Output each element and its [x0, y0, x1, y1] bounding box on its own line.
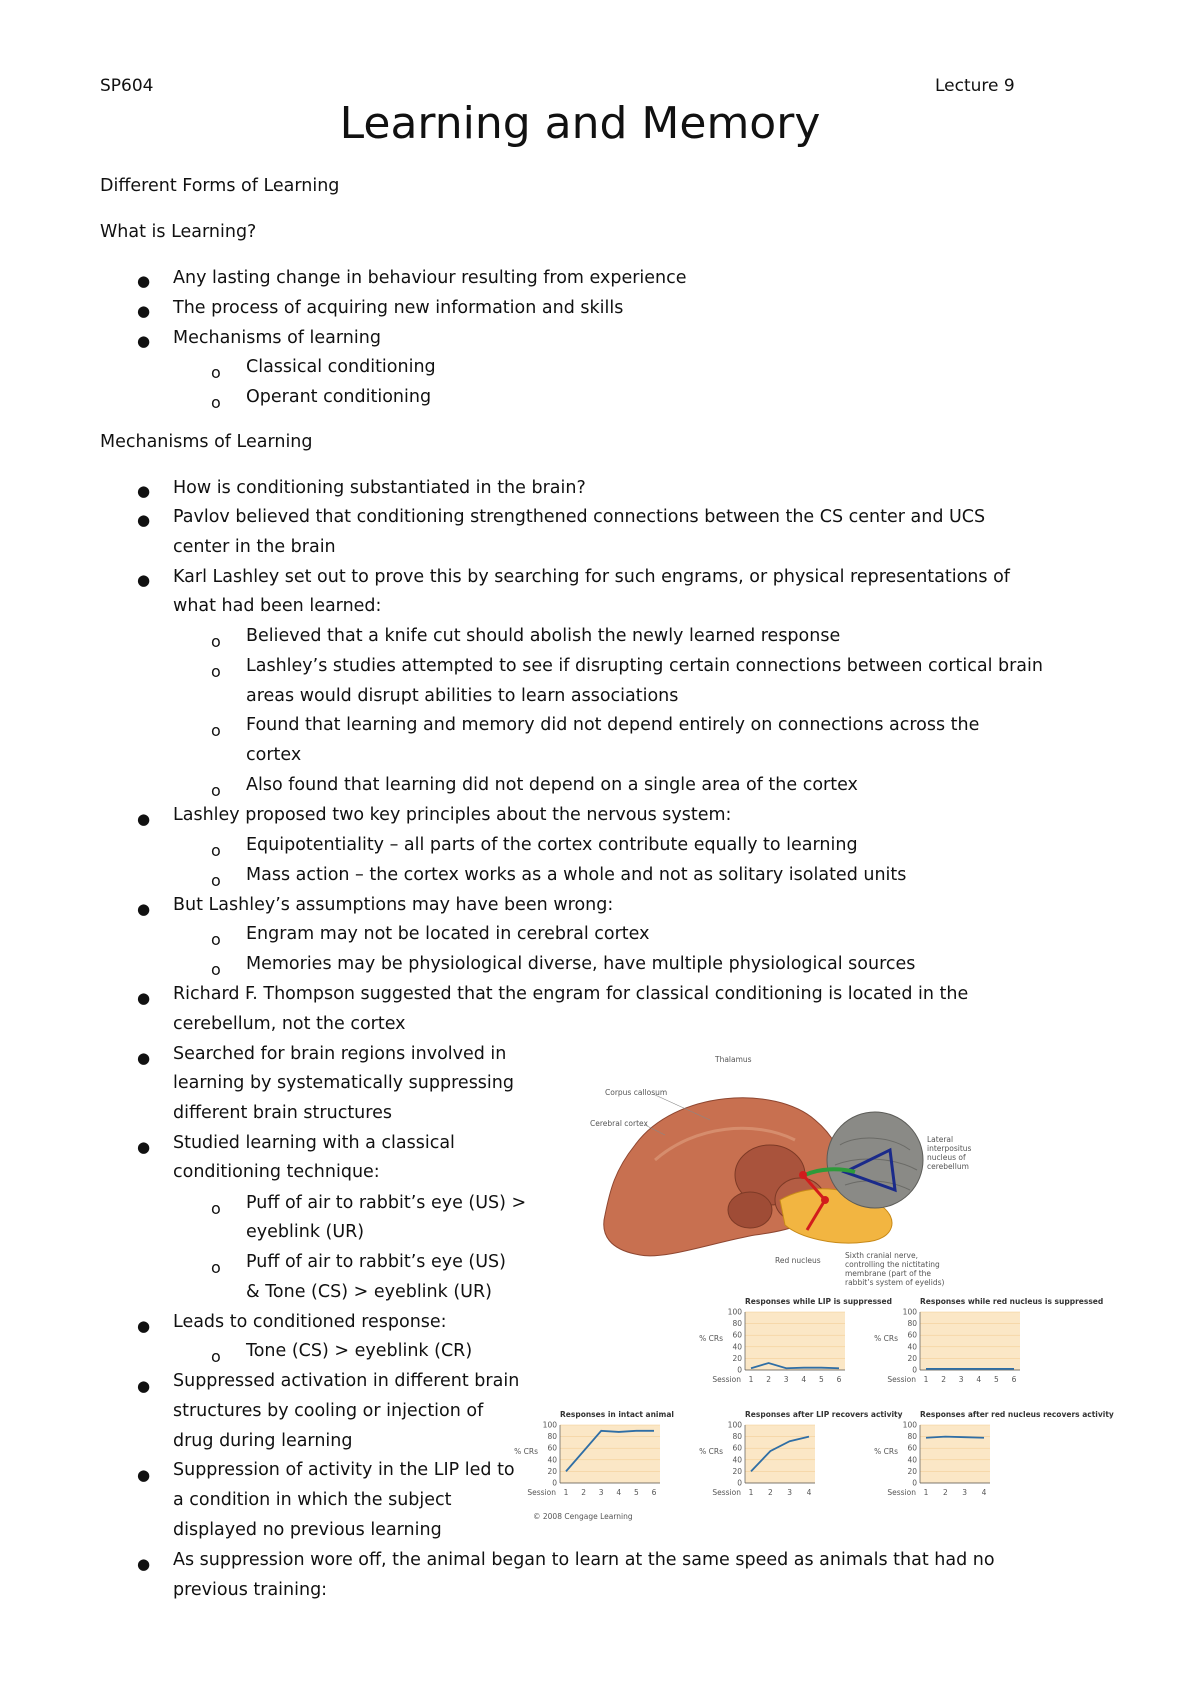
sub-bullet: o: [211, 393, 221, 412]
course-code: SP604: [100, 76, 154, 96]
x-tick-label: 1: [563, 1488, 569, 1497]
section-heading-mechanisms: Mechanisms of Learning: [100, 432, 313, 452]
chart-title: Responses while LIP is suppressed: [745, 1297, 892, 1306]
y-tick-label: 20: [547, 1466, 557, 1476]
lip-label-line4: cerebellum: [927, 1162, 969, 1171]
sub-bullet: o: [211, 930, 221, 949]
y-tick-label: 20: [907, 1466, 917, 1476]
bullet: ●: [137, 332, 151, 350]
y-tick-label: 100: [727, 1307, 742, 1317]
list-item: Puff of air to rabbit’s eye (US): [246, 1252, 506, 1272]
list-item: Mass action – the cortex works as a whole and not as solitary isolated units: [246, 865, 907, 885]
section-heading-what: What is Learning?: [100, 222, 257, 242]
list-item: But Lashley’s assumptions may have been wrong:: [173, 895, 614, 915]
y-tick-label: 0: [912, 1365, 917, 1375]
list-item: Suppressed activation in different brain: [173, 1371, 520, 1391]
y-axis-label: % CRs: [514, 1447, 538, 1456]
y-tick-label: 20: [732, 1353, 742, 1363]
bullet: ●: [137, 272, 151, 290]
list-item: drug during learning: [173, 1431, 353, 1451]
cranial-nerve-label-line4: rabbit’s system of eyelids): [845, 1278, 945, 1287]
bullet: ●: [137, 810, 151, 828]
y-tick-label: 80: [547, 1432, 557, 1442]
y-tick-label: 40: [732, 1342, 742, 1352]
x-axis-label: Session: [712, 1375, 741, 1384]
brain-figure: [514, 1050, 1145, 1521]
x-tick-label: 6: [651, 1488, 657, 1497]
bullet: ●: [137, 1049, 151, 1067]
chart-title: Responses in intact animal: [560, 1410, 674, 1419]
x-tick-label: 3: [787, 1488, 793, 1497]
rabbit-brain-illustration: [590, 1055, 972, 1287]
y-axis-label: % CRs: [874, 1334, 898, 1343]
x-tick-label: 5: [819, 1375, 824, 1384]
x-tick-label: 5: [634, 1488, 639, 1497]
red-nucleus-label: Red nucleus: [775, 1256, 821, 1265]
y-tick-label: 40: [547, 1455, 557, 1465]
y-tick-label: 100: [902, 1307, 917, 1317]
list-item: learning by systematically suppressing: [173, 1073, 514, 1093]
chart-plot-area: [745, 1312, 845, 1370]
x-tick-label: 3: [783, 1375, 789, 1384]
list-item: previous training:: [173, 1580, 328, 1600]
bullet: ●: [137, 989, 151, 1007]
list-item: eyeblink (UR): [246, 1222, 365, 1242]
corpus-callosum-label: Corpus callosum: [605, 1088, 668, 1097]
y-tick-label: 60: [547, 1443, 557, 1453]
y-tick-label: 80: [907, 1319, 917, 1329]
list-item: & Tone (CS) > eyeblink (UR): [246, 1282, 492, 1302]
chart-1: [699, 1297, 892, 1384]
bullet: ●: [137, 1377, 151, 1395]
series-line: [926, 1437, 984, 1438]
y-tick-label: 60: [907, 1330, 917, 1340]
chart-title: Responses after LIP recovers activity: [745, 1410, 903, 1419]
page-title: Learning and Memory: [339, 98, 821, 149]
x-tick-label: 3: [958, 1375, 964, 1384]
sub-bullet: o: [211, 1199, 221, 1218]
x-tick-label: 6: [1011, 1375, 1017, 1384]
sub-bullet: o: [211, 1258, 221, 1277]
list-item: Leads to conditioned response:: [173, 1312, 447, 1332]
list-item: Memories may be physiological diverse, have multiple physiological sources: [246, 954, 916, 974]
bullet: ●: [137, 511, 151, 529]
list-item: How is conditioning substantiated in the brain?: [173, 478, 586, 498]
chart-2: [874, 1297, 1103, 1384]
cranial-nerve-label-line3: membrane (part of the: [845, 1269, 932, 1278]
list-item: The process of acquiring new information and skills: [173, 298, 624, 318]
list-item: Suppression of activity in the LIP led to: [173, 1460, 515, 1480]
y-tick-label: 80: [907, 1432, 917, 1442]
chart-plot-area: [560, 1425, 660, 1483]
list-item: Operant conditioning: [246, 387, 432, 407]
y-axis-label: % CRs: [699, 1447, 723, 1456]
chart-plot-area: [745, 1425, 815, 1483]
lip-label-line2: interpositus: [927, 1144, 972, 1153]
y-tick-label: 80: [732, 1319, 742, 1329]
x-tick-label: 1: [923, 1488, 929, 1497]
y-axis-label: % CRs: [699, 1334, 723, 1343]
y-tick-label: 40: [907, 1455, 917, 1465]
sub-bullet: o: [211, 632, 221, 651]
bullet: ●: [137, 302, 151, 320]
thalamus-label: Thalamus: [715, 1055, 752, 1064]
sub-bullet: o: [211, 841, 221, 860]
x-tick-label: 6: [836, 1375, 842, 1384]
sub-bullet: o: [211, 721, 221, 740]
y-tick-label: 40: [907, 1342, 917, 1352]
x-axis-label: Session: [887, 1375, 916, 1384]
list-item: a condition in which the subject: [173, 1490, 452, 1510]
list-item: Richard F. Thompson suggested that the engram for classical conditioning is located in the: [173, 984, 969, 1004]
list-item: areas would disrupt abilities to learn associations: [246, 686, 679, 706]
section-heading-forms: Different Forms of Learning: [100, 176, 340, 196]
list-item: cortex: [246, 745, 302, 765]
y-tick-label: 100: [542, 1420, 557, 1430]
x-tick-label: 2: [941, 1375, 946, 1384]
x-tick-label: 1: [748, 1488, 754, 1497]
list-item: center in the brain: [173, 537, 336, 557]
list-item: cerebellum, not the cortex: [173, 1014, 406, 1034]
list-item: Lashley proposed two key principles about the nervous system:: [173, 805, 732, 825]
y-tick-label: 20: [732, 1466, 742, 1476]
x-tick-label: 2: [581, 1488, 586, 1497]
list-item: Tone (CS) > eyeblink (CR): [246, 1341, 473, 1361]
lecture-number: Lecture 9: [935, 76, 1015, 96]
chart-title: Responses after red nucleus recovers activity: [920, 1410, 1114, 1419]
chart-plot-area: [920, 1312, 1020, 1370]
list-item: structures by cooling or injection of: [173, 1401, 484, 1421]
list-item: displayed no previous learning: [173, 1520, 442, 1540]
x-axis-label: Session: [527, 1488, 556, 1497]
lip-label-line1: Lateral: [927, 1135, 954, 1144]
list-item: different brain structures: [173, 1103, 392, 1123]
conditioning-charts: [514, 1297, 1114, 1497]
list-item: Puff of air to rabbit’s eye (US) >: [246, 1193, 527, 1213]
list-item: As suppression wore off, the animal began to learn at the same speed as animals that had no: [173, 1550, 995, 1570]
figure-credit: © 2008 Cengage Learning: [533, 1512, 633, 1521]
y-tick-label: 100: [902, 1420, 917, 1430]
x-tick-label: 1: [748, 1375, 754, 1384]
sub-bullet: o: [211, 1347, 221, 1366]
list-item: Any lasting change in behaviour resulting from experience: [173, 268, 687, 288]
sub-bullet: o: [211, 960, 221, 979]
bullet: ●: [137, 1555, 151, 1573]
x-axis-label: Session: [712, 1488, 741, 1497]
sub-bullet: o: [211, 662, 221, 681]
sub-bullet: o: [211, 871, 221, 890]
list-item: Believed that a knife cut should abolish the newly learned response: [246, 626, 841, 646]
list-item: Engram may not be located in cerebral cortex: [246, 924, 650, 944]
list-item: Searched for brain regions involved in: [173, 1044, 507, 1064]
list-item: Also found that learning did not depend on a single area of the cortex: [246, 775, 858, 795]
sub-bullet: o: [211, 781, 221, 800]
y-tick-label: 60: [907, 1443, 917, 1453]
list-item: Mechanisms of learning: [173, 328, 381, 348]
bullet: ●: [137, 571, 151, 589]
y-tick-label: 0: [737, 1478, 742, 1488]
cranial-nerve-label-line2: controlling the nictitating: [845, 1260, 940, 1269]
bullet: ●: [137, 1466, 151, 1484]
bullet: ●: [137, 1138, 151, 1156]
list-item: Pavlov believed that conditioning strengthened connections between the CS center and UCS: [173, 507, 986, 527]
y-tick-label: 0: [912, 1478, 917, 1488]
y-tick-label: 80: [732, 1432, 742, 1442]
list-item: Classical conditioning: [246, 357, 436, 377]
x-tick-label: 2: [767, 1488, 773, 1497]
y-tick-label: 0: [737, 1365, 742, 1375]
x-tick-label: 1: [923, 1375, 929, 1384]
bullet: ●: [137, 1317, 151, 1335]
x-tick-label: 4: [616, 1488, 622, 1497]
y-tick-label: 100: [727, 1420, 742, 1430]
cranial-nerve-label-line1: Sixth cranial nerve,: [845, 1251, 918, 1260]
list-item: what had been learned:: [173, 596, 382, 616]
chart-5: [874, 1410, 1114, 1497]
list-item: Equipotentiality – all parts of the cortex contribute equally to learning: [246, 835, 858, 855]
y-tick-label: 0: [552, 1478, 557, 1488]
x-tick-label: 4: [801, 1375, 807, 1384]
y-tick-label: 60: [732, 1443, 742, 1453]
list-item: Karl Lashley set out to prove this by searching for such engrams, or physical representations of: [173, 567, 1010, 587]
x-tick-label: 2: [942, 1488, 948, 1497]
y-axis-label: % CRs: [874, 1447, 898, 1456]
x-tick-label: 3: [598, 1488, 604, 1497]
y-tick-label: 20: [907, 1353, 917, 1363]
x-axis-label: Session: [887, 1488, 916, 1497]
lip-label-line3: nucleus of: [927, 1153, 966, 1162]
list-item: Studied learning with a classical: [173, 1133, 455, 1153]
x-tick-label: 2: [766, 1375, 771, 1384]
bullet: ●: [137, 482, 151, 500]
x-tick-label: 4: [806, 1488, 812, 1497]
y-tick-label: 40: [732, 1455, 742, 1465]
bullet: ●: [137, 900, 151, 918]
x-tick-label: 3: [962, 1488, 968, 1497]
sub-bullet: o: [211, 363, 221, 382]
x-tick-label: 4: [976, 1375, 982, 1384]
y-tick-label: 60: [732, 1330, 742, 1340]
cerebral-cortex-label: Cerebral cortex: [590, 1119, 648, 1128]
x-tick-label: 5: [994, 1375, 999, 1384]
chart-title: Responses while red nucleus is suppressed: [920, 1297, 1104, 1306]
x-tick-label: 4: [981, 1488, 987, 1497]
list-item: conditioning technique:: [173, 1162, 380, 1182]
list-item: Lashley’s studies attempted to see if disrupting certain connections between cortical brain: [246, 656, 1043, 676]
chart-plot-area: [920, 1425, 990, 1483]
chart-3: [514, 1410, 674, 1497]
chart-4: [699, 1410, 903, 1497]
list-item: Found that learning and memory did not depend entirely on connections across the: [246, 715, 980, 735]
